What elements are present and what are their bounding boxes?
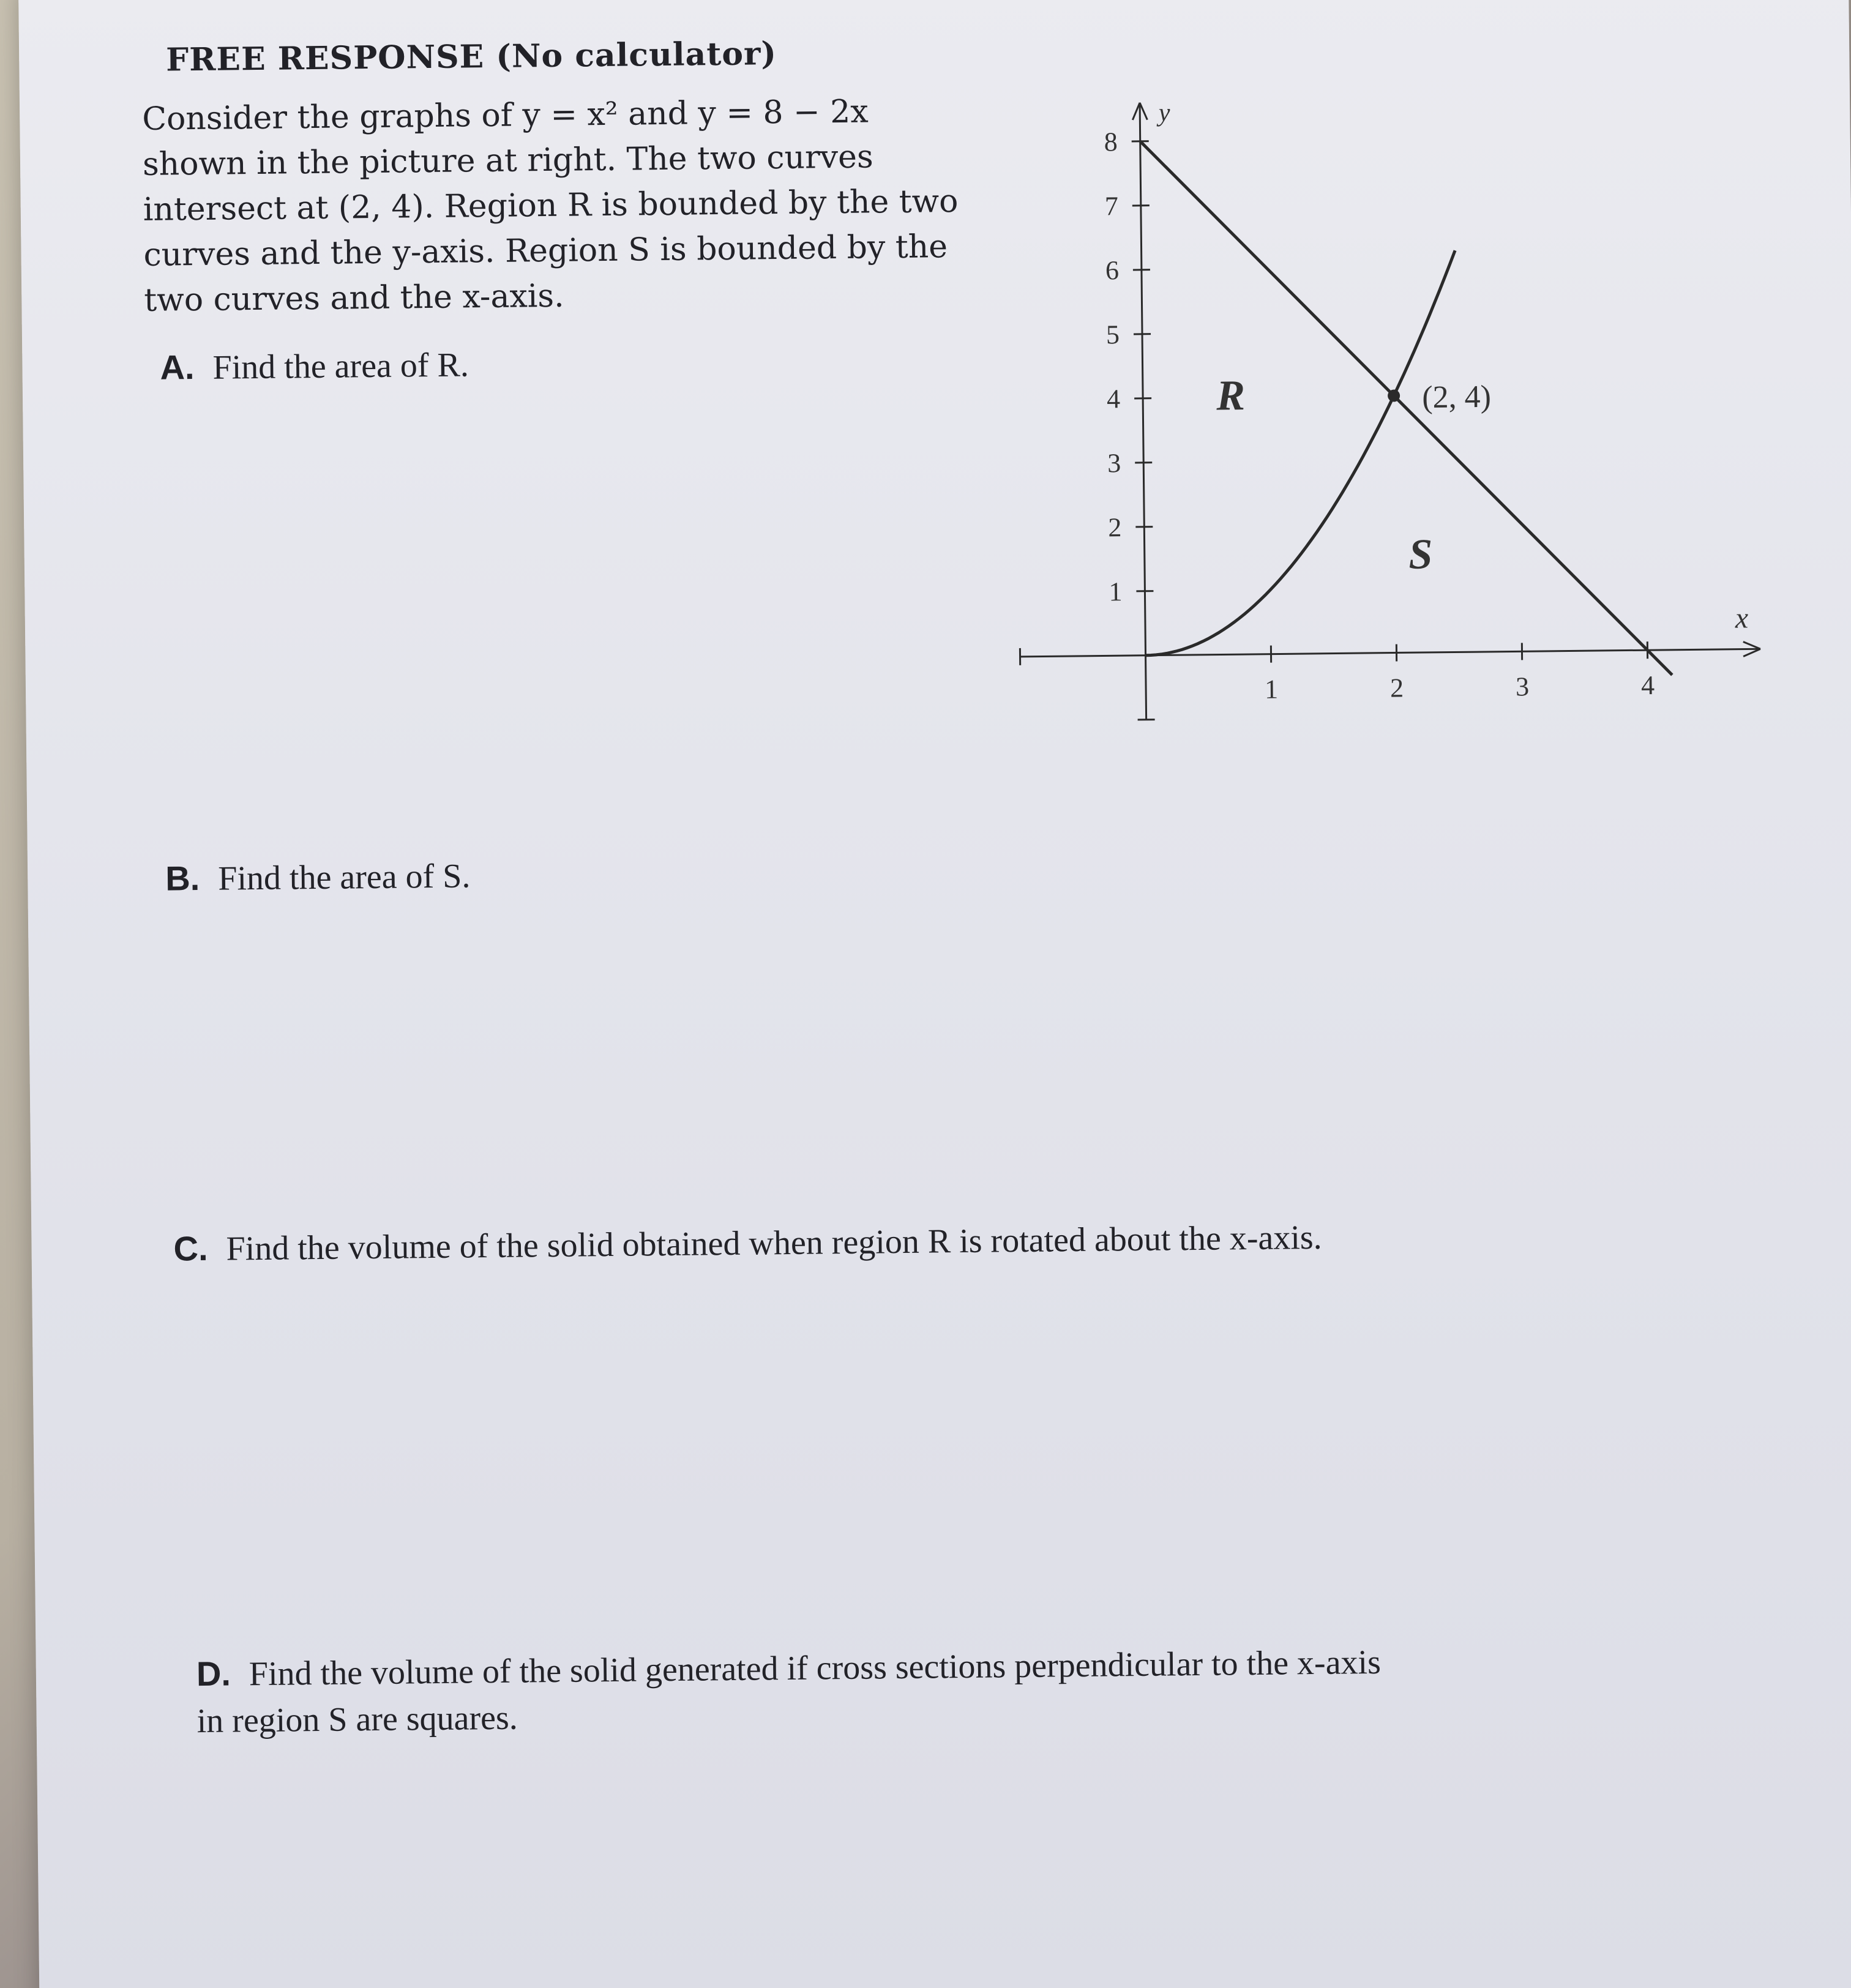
y-axis: [1140, 103, 1146, 720]
y-tick-label: 4: [1106, 384, 1121, 414]
question-d-text-line2: in region S are squares.: [196, 1698, 518, 1741]
y-tick-label: 1: [1109, 577, 1123, 607]
question-b-text: Find the area of S.: [217, 857, 471, 898]
intro-line: shown in the picture at right. The two curves: [142, 138, 873, 183]
y-tick-label: 3: [1107, 448, 1121, 479]
worksheet-page: [18, 0, 1851, 1988]
intro-line: Consider the graphs of y = x² and y = 8 − 2x: [141, 93, 869, 138]
question-d-text: Find the volume of the solid generated if cross sections perpendicular to the x-axis: [249, 1643, 1382, 1694]
y-tick-label: 8: [1104, 127, 1118, 157]
page-heading: FREE RESPONSE (No calculator): [165, 35, 777, 79]
y-tick-label: 6: [1105, 255, 1120, 286]
question-c: [173, 1217, 1322, 1269]
question-c-letter: C.: [173, 1228, 208, 1268]
intro-paragraph: [142, 88, 989, 323]
y-axis-label: y: [1158, 99, 1170, 127]
region-s-label: S: [1408, 531, 1433, 578]
x-axis-label: x: [1735, 602, 1749, 635]
x-tick-label: 1: [1264, 674, 1279, 704]
y-tick-label: 5: [1105, 320, 1120, 350]
x-tick-label: 2: [1389, 673, 1404, 703]
question-a-letter: A.: [160, 348, 195, 387]
region-graph: [986, 61, 1789, 743]
question-d-letter: D.: [196, 1654, 231, 1694]
question-b: [165, 855, 471, 899]
question-b-letter: B.: [165, 858, 200, 898]
question-a: [160, 344, 469, 387]
question-d: [196, 1639, 1382, 1744]
x-tick-label: 3: [1515, 671, 1530, 702]
y-tick-label: 7: [1104, 191, 1119, 222]
x-tick-label: 4: [1640, 670, 1655, 701]
region-r-label: R: [1216, 372, 1246, 420]
intro-line: intersect at (2, 4). Region R is bounded by the two: [143, 182, 959, 228]
intro-line: two curves and the x-axis.: [144, 277, 564, 319]
question-c-text: Find the volume of the solid obtained when region R is rotated about the x-axis.: [226, 1218, 1322, 1268]
question-a-text: Find the area of R.: [212, 346, 469, 387]
y-tick-label: 2: [1108, 512, 1122, 543]
parabola-curve: [1142, 250, 1459, 656]
intro-line: curves and the y-axis. Region S is bounded by the: [143, 228, 948, 274]
intersection-label: (2, 4): [1422, 379, 1492, 416]
